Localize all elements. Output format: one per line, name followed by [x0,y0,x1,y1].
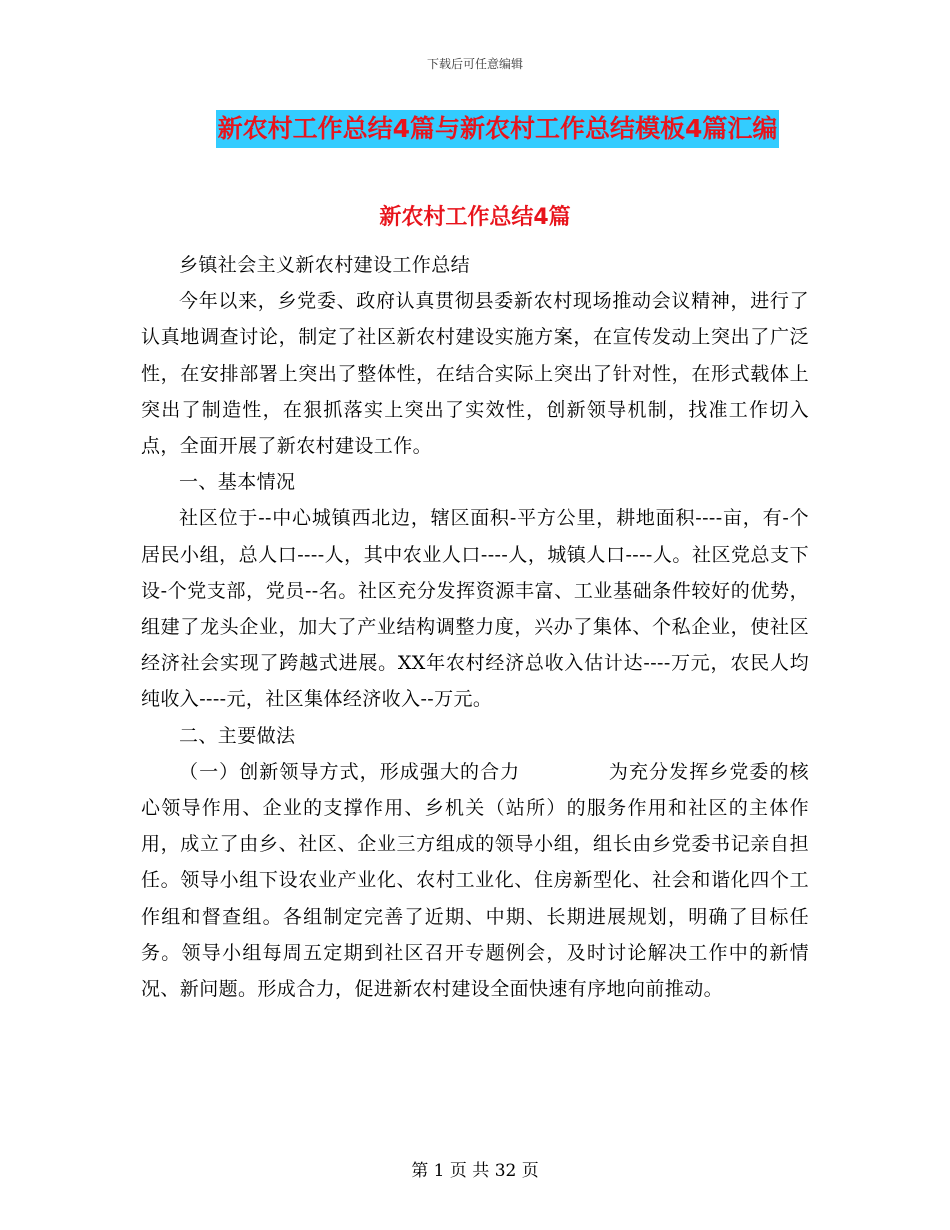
page-footer: 第 1 页 共 32 页 [411,1161,539,1181]
subsection-body: 为充分发挥乡党委的核心领导作用、企业的支撑作用、乡机关（站所）的服务作用和社区的主体作用，成立了由乡、社区、企业三方组成的领导小组，组长由乡党委书记亲自担任。领导小组下设农业产业化、农村工业化、住房新型化、社会和谐化四个工作组和督查组。各组制定完善了近期、中期、长期进展规划，明确了目标任务。领导小组每周五定期到社区召开专题例会，及时讨论解决工作中的新情况、新问题。形成合力，促进新农村建设全面快速有序地向前推动。 [141,760,809,1001]
header-note: 下载后可任意编辑 [426,57,523,71]
paragraph-leadership [141,754,809,1007]
section-title: 新农村工作总结4篇 [379,205,571,230]
heading-basic-situation: 一、基本情况 [179,471,296,494]
heading-main-methods: 二、主要做法 [179,724,296,747]
main-title: 新农村工作总结4篇与新农村工作总结模板4篇汇编 [216,110,780,148]
paragraph-intro: 今年以来，乡党委、政府认真贯彻县委新农村现场推动会议精神，进行了认真地调查讨论，制定了社区新农村建设实施方案，在宣传发动上突出了广泛性，在安排部署上突出了整体性，在结合实际上突出了针对性，在形式载体上突出了制造性，在狠抓落实上突出了实效性，创新领导机制，找准工作切入点，全面开展了新农村建设工作。 [141,290,809,458]
document-body [141,247,809,1007]
main-title-wrap [0,110,950,148]
subsection-heading: （一）创新领导方式，形成强大的合力 [179,760,521,783]
paragraph-subtitle: 乡镇社会主义新农村建设工作总结 [179,254,471,276]
paragraph-basic-situation: 社区位于--中心城镇西北边，辖区面积-平方公里，耕地面积----亩，有-个居民小组，总人口----人，其中农业人口----人，城镇人口----人。社区党总支下设-个党支部，党员--名。社区充分发挥资源丰富、工业基础条件较好的优势，组建了龙头企业，加大了产业结构调整力度，兴办了集体、个私企业，使社区经济社会实现了跨越式进展。XX年农村经济总收入估计达----万元，农民人均纯收入----元，社区集体经济收入--万元。 [141,507,809,711]
